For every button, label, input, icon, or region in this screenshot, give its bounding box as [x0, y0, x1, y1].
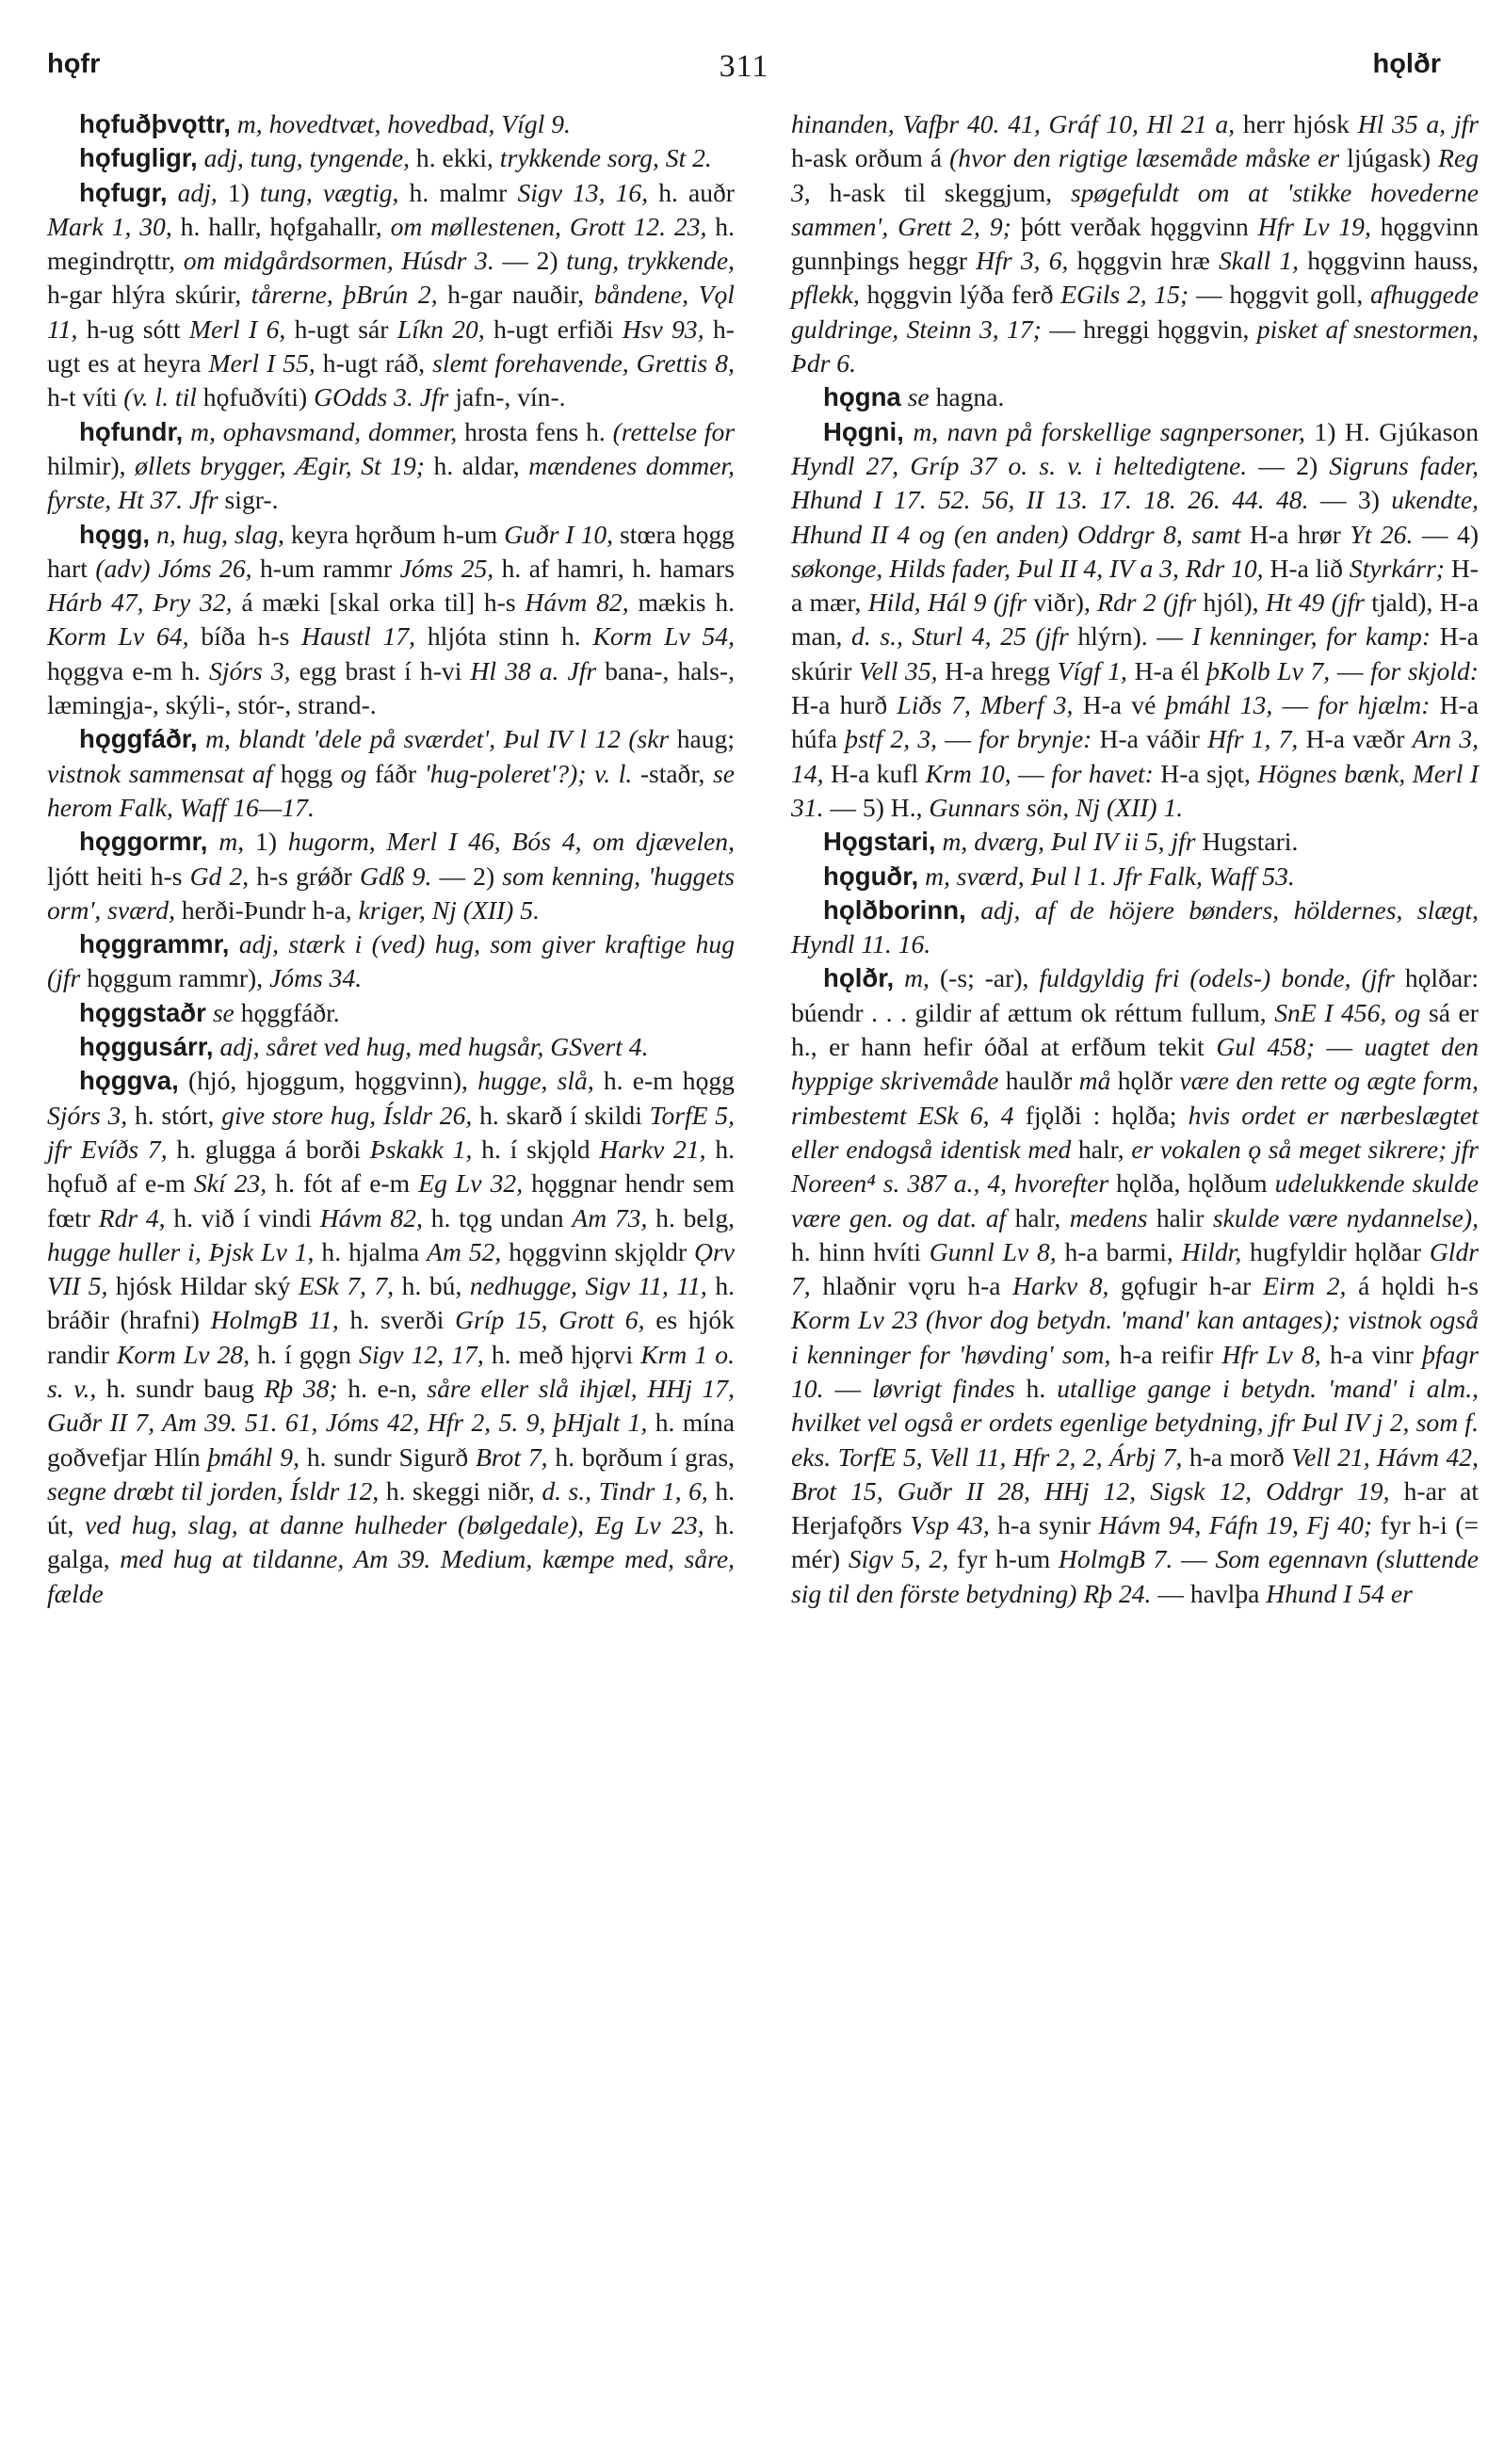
entry-definition: m, 1) hugorm, Merl I 46, Bós 4, om djævelen, ljótt heiti h-s Gd 2, h-s grǿðr Gdß 9. — 2) som kenning, 'huggets orm', sværd, herði-Þundr h-a, kriger, Nj (XII) 5. [47, 827, 735, 925]
entry-headword: hǫguðr, [823, 861, 919, 891]
entry-headword: hǫfuðþvǫttr, [79, 109, 231, 138]
dictionary-entry [47, 825, 735, 927]
dictionary-entry [791, 961, 1479, 1611]
entry-headword: Hǫgni, [823, 416, 904, 446]
entry-headword: hǫfugligr, [79, 143, 198, 173]
entry-headword: hǫgna [823, 382, 901, 412]
dictionary-entry [47, 1064, 735, 1611]
dictionary-entry [47, 107, 735, 141]
entry-definition: adj, af de höjere bønders, höldernes, slægt, Hyndl 11. 16. [791, 894, 1480, 959]
dictionary-entry [47, 176, 735, 415]
entry-definition: m, ophavsmand, dommer, hrosta fens h. (rettelse for hilmir), øllets brygger, Ægir, St 19; h. aldar, mændenes dommer, fyrste, Ht 37. Jfr sigr-. [47, 416, 735, 515]
entry-headword: hǫgg, [79, 519, 151, 549]
entry-definition: se hagna. [907, 382, 1005, 412]
running-head-left: hǫfr [47, 49, 101, 79]
entry-definition: m, sværd, Þul l 1. Jfr Falk, Waff 53. [925, 861, 1295, 891]
page-number: 311 [719, 49, 769, 84]
entry-definition: m, blandt 'dele på sværdet', Þul IV l 12 (skr haug; vistnok sammensat af hǫgg og fáðr 'hug-poleret'?); v. l. -staðr, se herom Falk, Waff 16—17. [47, 724, 735, 822]
page-header [47, 49, 1441, 90]
entry-headword: Hǫgstari, [823, 827, 936, 857]
dictionary-entry [791, 107, 1479, 380]
entry-definition: hinanden, Vafþr 40. 41, Gráf 10, Hl 21 a, herr hjósk Hl 35 a, jfr h-ask orðum á (hvor den rigtige læsemåde måske er ljúgask) Reg 3, h-ask til skeggjum, spøgefuldt om at 'stikke hovederne sammen', Grett 2, 9; þótt verðak hǫggvinn Hfr Lv 19, hǫggvinn gunnþings heggr Hfr 3, 6, hǫggvin hræ Skall 1, hǫggvinn hauss, pflekk, hǫggvin lýða ferð EGils 2, 15; — hǫggvit goll, afhuggede guldringe, Steinn 3, 17; — hreggi hǫggvin, pisket af snestormen, Þdr 6. [791, 109, 1479, 378]
entry-definition: m, hovedtvæt, hovedbad, Vígl 9. [236, 109, 571, 138]
entry-definition: m, (-s; -ar), fuldgyldig fri (odels-) bonde, (jfr hǫlðar: búendr . . . gildir af ættum ok réttum fullum, SnE I 456, og sá er h., er hann hefir óðal at erfðum tekit Gul 458; — uagtet den hyppige skrivemåde haulðr må hǫlðr være den rette og ægte form, rimbestemt ESk 6, 4 fjǫlði : hǫlða; hvis ordet er nærbeslægtet eller endogså identisk med halr, er vokalen ǫ så meget sikrere; jfr Noreen⁴ s. 387 a., 4, hvorefter hǫlða, hǫlðum udelukkende skulde være gen. og dat. af halr, medens halir skulde være nydannelse), h. hinn hvíti Gunnl Lv 8, h-a barmi, Hildr, hugfyldir hǫlðar Gldr 7, hlaðnir vǫru h-a Harkv 8, gǫfugir h-ar Eirm 2, á hǫldi h-s Korm Lv 23 (hvor dog betydn. 'mand' kan antages); vistnok også i kenninger for 'høvding' som, h-a reifir Hfr Lv 8, h-a vinr þfagr 10. — løvrigt findes h. utallige gange i betydn. 'mand' i alm., hvilket vel også er ordets egenlige betydning, jfr Þul IV j 2, som f. eks. TorfE 5, Vell 11, Hfr 2, 2, Árbj 7, h-a morð Vell 21, Hávm 42, Brot 15, Guðr II 28, HHj 12, Sigsk 12, Oddrgr 19, h-ar at Herjafǫðrs Vsp 43, h-a synir Hávm 94, Fáfn 19, Fj 40; fyr h-i (= mér) Sigv 5, 2, fyr h-um HolmgB 7. — Som egennavn (sluttende sig til den förste betydning) Rþ 24. — havlþa Hhund I 54 er [791, 963, 1480, 1608]
dictionary-entry [47, 722, 735, 825]
dictionary-entry [791, 380, 1479, 414]
entry-headword: hǫlðr, [823, 963, 895, 993]
entry-headword: hǫggormr, [79, 827, 208, 857]
entry-definition: m, dværg, Þul IV ii 5, jfr Hugstari. [942, 827, 1299, 857]
entry-headword: hǫlðborinn, [823, 894, 966, 925]
entry-definition: adj, såret ved hug, med hugsår, GSvert 4. [219, 1032, 649, 1062]
entry-definition: adj, tung, tyngende, h. ekki, trykkende sorg, St 2. [203, 143, 712, 173]
left-column [47, 107, 735, 1611]
entry-definition: m, navn på forskellige sagnpersoner, 1) H. Gjúkason Hyndl 27, Gríp 37 o. s. v. i heltedigtene. — 2) Sigruns fader, Hhund I 17. 52. 56, II 13. 17. 18. 26. 44. 48. — 3) ukendte, Hhund II 4 og (en anden) Oddrgr 8, samt H-a hrør Yt 26. — 4) søkonge, Hilds fader, Þul II 4, IV a 3, Rdr 10, H-a lið Styrkárr; H-a mær, Hild, Hál 9 (jfr viðr), Rdr 2 (jfr hjól), Ht 49 (jfr tjald), H-a man, d. s., Sturl 4, 25 (jfr hlýrn). — I kenninger, for kamp: H-a skúrir Vell 35, H-a hregg Vígf 1, H-a él þKolb Lv 7, — for skjold: H-a hurð Liðs 7, Mberf 3, H-a vé þmáhl 13, — for hjælm: H-a húfa þstf 2, 3, — for brynje: H-a váðir Hfr 1, 7, H-a væðr Arn 3, 14, H-a kufl Krm 10, — for havet: H-a sjǫt, Högnes bænk, Merl I 31. — 5) H., Gunnars sön, Nj (XII) 1. [791, 416, 1480, 822]
entry-definition: adj, 1) tung, vægtig, h. malmr Sigv 13, 16, h. auðr Mark 1, 30, h. hallr, hǫfgahallr, om møllestenen, Grott 12. 23, h. megindrǫttr, om midgårdsormen, Húsdr 3. — 2) tung, trykkende, h-gar hlýra skúrir, tårerne, þBrún 2, h-gar nauðir, båndene, Vǫl 11, h-ug sótt Merl I 6, h-ugt sár Líkn 20, h-ugt erfiði Hsv 93, h-ugt es at heyra Merl I 55, h-ugt ráð, slemt forehavende, Grettis 8, h-t víti (v. l. til hǫfuðvíti) GOdds 3. Jfr jafn-, vín-. [47, 177, 736, 412]
running-head-right: hǫlðr [1372, 49, 1441, 79]
entry-headword: hǫfugr, [79, 177, 168, 207]
entry-definition: n, hug, slag, keyra hǫrðum h-um Guðr I 10, stœra hǫgg hart (adv) Jóms 26, h-um rammr Jóms 25, h. af hamri, h. hamars Hárb 47, Þry 32, á mæki [skal orka til] h-s Hávm 82, mækis h. Korm Lv 64, bíða h-s Haustl 17, hljóta stinn h. Korm Lv 54, hǫggva e-m h. Sjórs 3, egg brast í h-vi Hl 38 a. Jfr bana-, hals-, læmingja-, skýli-, stór-, strand-. [47, 519, 736, 720]
entry-definition: adj, stærk i (ved) hug, som giver kraftige hug (jfr hǫggum rammr), Jóms 34. [47, 929, 735, 993]
entry-headword: hǫggfáðr, [79, 724, 198, 754]
entry-headword: hǫggstaðr [79, 997, 206, 1027]
dictionary-entry [47, 927, 735, 996]
entry-definition: (hjó, hjoggum, hǫggvinn), hugge, slå, h. e-m hǫgg Sjórs 3, h. stórt, give store hug, Ísldr 26, h. skarð í skildi TorfE 5, jfr Evíðs 7, h. glugga á borði Þskakk 1, h. í skjǫld Harkv 21, h. hǫfuð af e-m Skí 23, h. fót af e-m Eg Lv 32, hǫggnar hendr sem fœtr Rdr 4, h. við í vindi Hávm 82, h. tǫg undan Am 73, h. belg, hugge huller i, Þjsk Lv 1, h. hjalma Am 52, hǫggvinn skjǫldr Ǫrv VII 5, hjósk Hildar ský ESk 7, 7, h. bú, nedhugge, Sigv 11, 11, h. bráðir (hrafni) HolmgB 11, h. sverði Gríp 15, Grott 6, es hjók randir Korm Lv 28, h. í gǫgn Sigv 12, 17, h. með hjǫrvi Krm 1 o. s. v., h. sundr baug Rþ 38; h. e-n, såre eller slå ihjæl, HHj 17, Guðr II 7, Am 39. 51. 61, Jóms 42, Hfr 2, 5. 9, þHjalt 1, h. mína goðvefjar Hlín þmáhl 9, h. sundr Sigurð Brot 7, h. bǫrðum í gras, segne drœbt til jorden, Ísldr 12, h. skeggi niðr, d. s., Tindr 1, 6, h. út, ved hug, slag, at danne hulheder (bølgedale), Eg Lv 23, h. galga, med hug at tildanne, Am 39. Medium, kæmpe med, såre, fælde [47, 1066, 736, 1608]
entry-headword: hǫggrammr, [79, 929, 230, 959]
entry-headword: hǫggva, [79, 1066, 179, 1096]
dictionary-entry [47, 1030, 735, 1064]
entry-definition: se hǫggfáðr. [212, 997, 340, 1027]
dictionary-entry [791, 894, 1479, 962]
dictionary-entry [47, 996, 735, 1030]
dictionary-entry [791, 415, 1479, 826]
dictionary-entry [47, 141, 735, 175]
entry-headword: hǫfundr, [79, 416, 184, 446]
dictionary-entry [47, 415, 735, 518]
dictionary-entry [791, 860, 1479, 894]
entry-headword: hǫggusárr, [79, 1032, 214, 1062]
right-column [791, 107, 1479, 1611]
dictionary-entry [791, 825, 1479, 859]
dictionary-entry [47, 518, 735, 723]
